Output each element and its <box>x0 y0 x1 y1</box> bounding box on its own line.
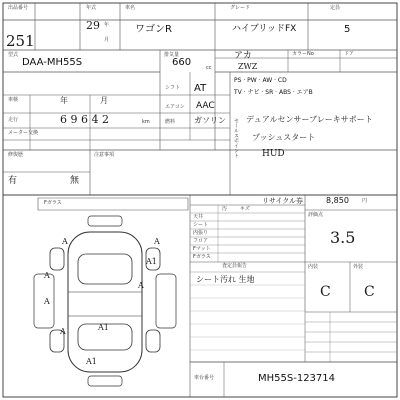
recycle-label: リサイクル券 <box>262 197 304 205</box>
door-label: ドア <box>344 51 354 57</box>
comments-title: 査定員報告 <box>222 263 248 269</box>
note-line-1: デュアルセンサーブレーキサポート <box>246 115 373 124</box>
cond-header-2: キズ <box>240 206 250 212</box>
month-unit: 月 <box>104 37 110 43</box>
damage-mark-8: A <box>138 281 144 290</box>
repair-none: 無 <box>70 176 80 186</box>
exterior-value: C <box>364 284 375 300</box>
damage-mark-7: A1 <box>98 323 109 332</box>
score-label: 評価点 <box>308 212 324 218</box>
chassis-label: 車台番号 <box>194 375 215 381</box>
sales-point-label: セールスポイント <box>233 118 239 158</box>
color-code: ZWZ <box>238 62 258 71</box>
notes-label: 注意事項 <box>94 152 115 158</box>
interior-label: 内装 <box>308 264 319 270</box>
mileage-label: 走行 <box>8 117 19 123</box>
km-unit: km <box>142 119 150 125</box>
fuel-label: 燃料 <box>165 119 176 125</box>
grade-value: ハイブリッドFX <box>232 24 297 34</box>
exterior-label: 外装 <box>353 264 364 270</box>
comments-line-1: シート汚れ 生地 <box>196 275 255 284</box>
cond-row-6: Fガラス <box>193 254 211 260</box>
capacity-value: 5 <box>344 24 351 35</box>
diagram-header: Fガラス <box>44 200 62 206</box>
cond-row-4: フロア <box>193 238 209 244</box>
equipment-line-2: TV · ナビ · SR · ABS · エアB <box>234 89 313 96</box>
inspection-label: 車検 <box>8 97 19 103</box>
cond-row-3: 内張り <box>193 230 209 236</box>
car-name-label: 車名 <box>125 5 136 11</box>
year-label: 年式 <box>86 5 97 11</box>
damage-mark-2: A <box>154 237 160 246</box>
repair-label: 修復歴 <box>8 152 24 158</box>
repair-has: 有 <box>8 176 18 186</box>
chassis-number: MH55S-123714 <box>258 373 336 384</box>
ac-label: エアコン <box>165 104 185 110</box>
year-value: 29 <box>86 19 100 32</box>
inspection-year-word: 年 <box>60 96 68 105</box>
shift-label: シフト <box>165 85 181 91</box>
lot-number: 251 <box>6 32 35 50</box>
interior-value: C <box>320 284 331 300</box>
model-code: DAA-MH55S <box>22 57 83 68</box>
lot-label: 出品番号 <box>8 5 29 11</box>
equipment-line-1: PS · PW · AW · CD <box>234 77 287 84</box>
car-name: ワゴンR <box>135 24 172 35</box>
colorno-label: カラーNo <box>292 51 314 57</box>
score-value: 3.5 <box>330 228 356 247</box>
damage-mark-1: A <box>62 237 68 246</box>
cc-unit: cc <box>206 65 212 71</box>
recycle-amount: 8,850 <box>326 196 349 205</box>
cond-row-1: 天井 <box>193 214 204 220</box>
note-line-2: プッシュスタート <box>252 133 316 142</box>
displacement-label: 排気量 <box>164 52 180 58</box>
cond-row-2: シート <box>193 222 209 228</box>
capacity-label: 定員 <box>330 5 341 11</box>
color-value: アカ <box>234 51 252 61</box>
mileage-value: 6 9 6 4 2 <box>60 113 109 126</box>
cond-header-1: 汚 <box>222 206 228 212</box>
displacement-value: 660 <box>172 57 192 68</box>
damage-mark-3: A <box>44 271 50 280</box>
damage-mark-9: A1 <box>86 357 97 366</box>
inspection-month-word: 月 <box>100 96 108 105</box>
damage-mark-5: A <box>44 297 50 306</box>
damage-mark-4: A1 <box>146 257 157 266</box>
fuel-value: ガソリン <box>194 116 226 125</box>
meter-label: メーター交換 <box>8 130 39 136</box>
grade-label: グレード <box>230 5 251 11</box>
cond-row-5: Fマット <box>193 246 211 252</box>
type-label: 型式 <box>8 52 19 58</box>
note-line-3: HUD <box>262 149 285 159</box>
year-unit: 年 <box>104 22 110 28</box>
damage-mark-6: A <box>60 327 66 336</box>
ac-value: AAC <box>196 101 215 111</box>
shift-value: AT <box>194 83 207 94</box>
recycle-unit: 円 <box>362 198 368 204</box>
